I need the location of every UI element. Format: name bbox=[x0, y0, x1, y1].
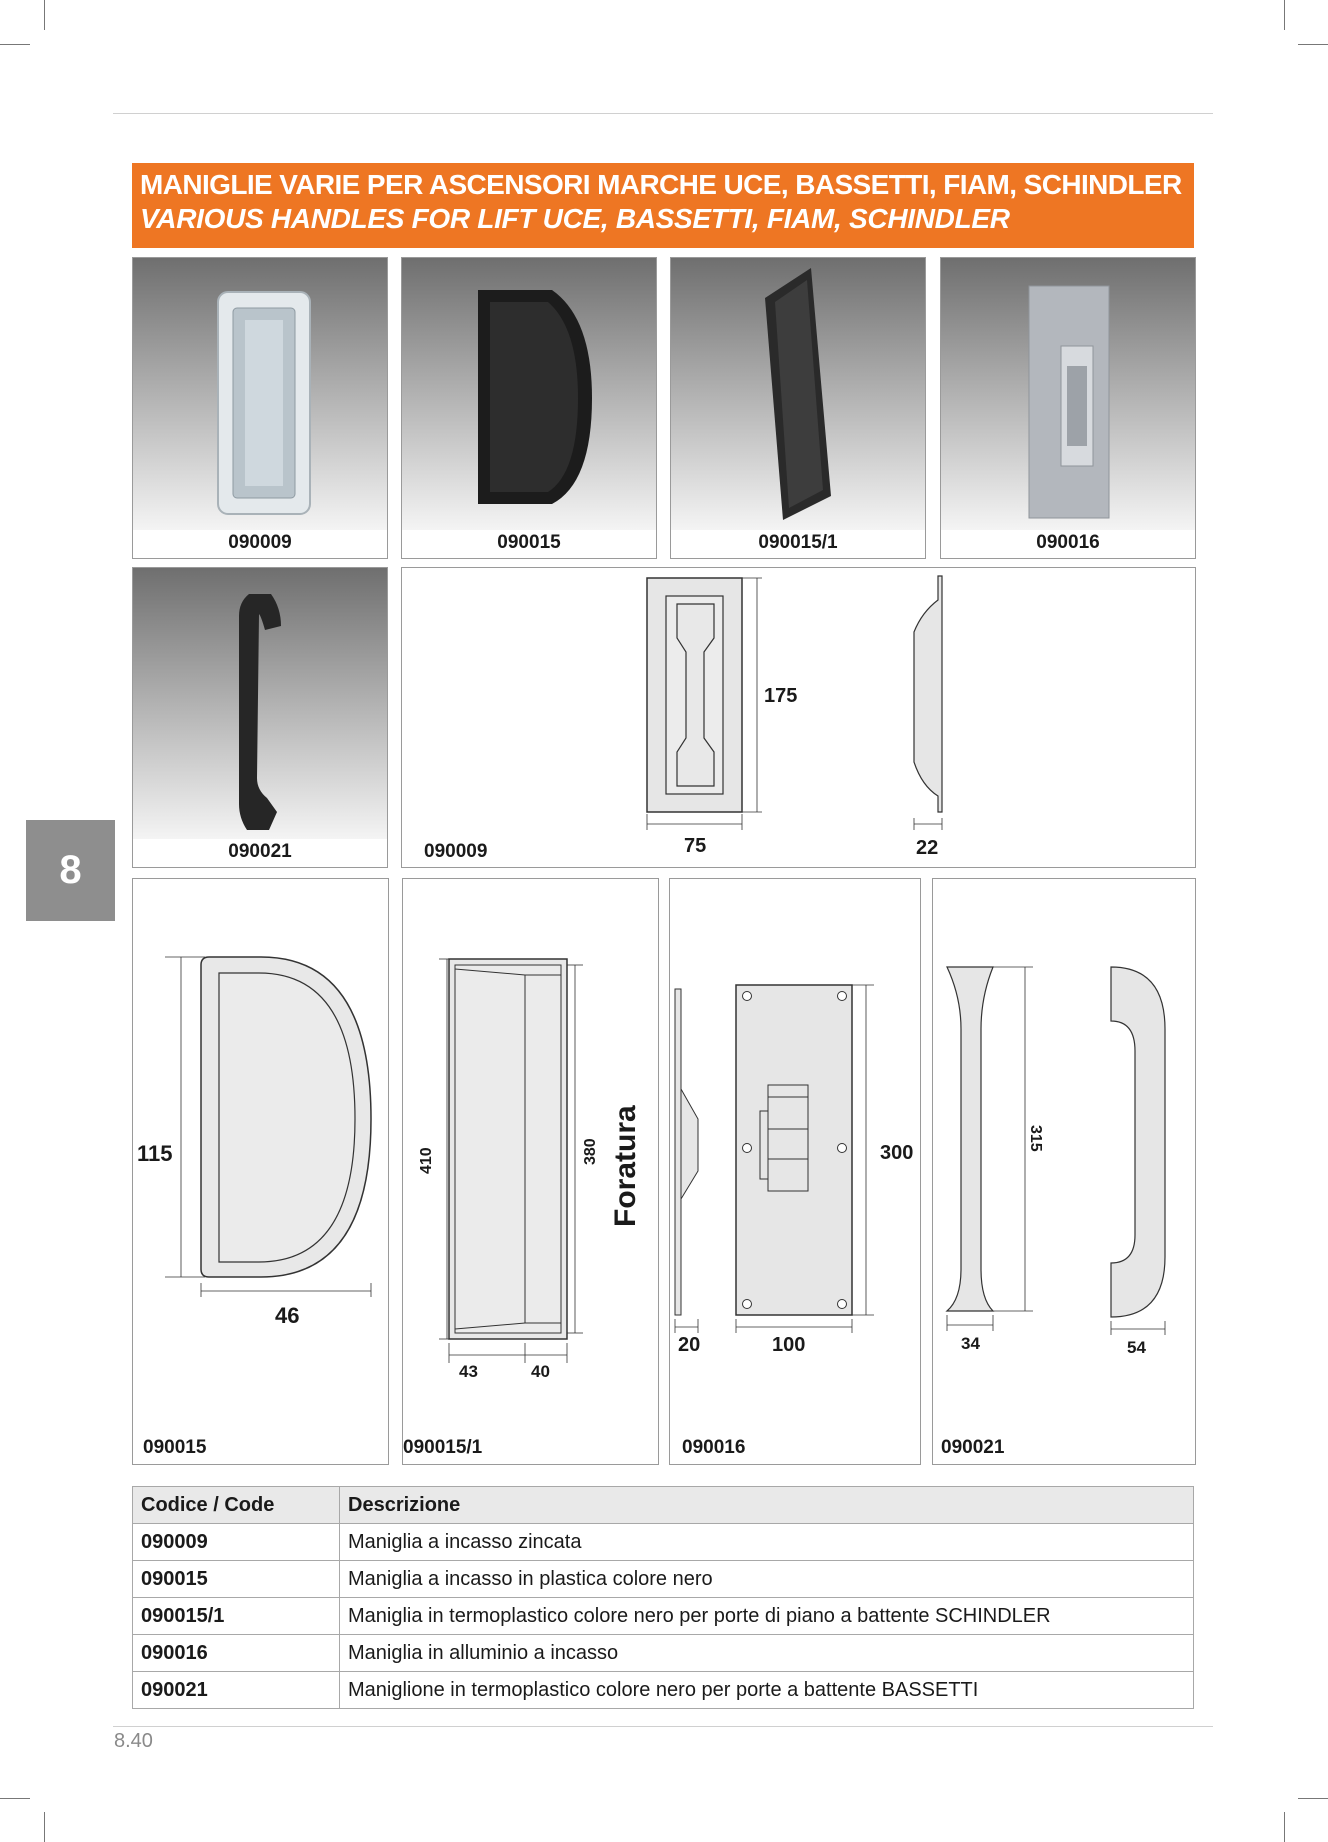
crop-mark bbox=[1298, 44, 1328, 45]
handle-photo-090021 bbox=[133, 568, 388, 839]
row-description: Maniglia a incasso in plastica colore nero bbox=[340, 1561, 1194, 1598]
drawing-panel-090015 bbox=[132, 878, 389, 1465]
footer-rule bbox=[113, 1726, 1213, 1727]
dim-depth: 22 bbox=[916, 837, 939, 859]
technical-drawing-090021 bbox=[933, 879, 1196, 1465]
technical-drawing-0900151 bbox=[403, 879, 659, 1465]
column-header-description: Descrizione bbox=[340, 1487, 1194, 1524]
dim-height: 115 bbox=[137, 1141, 173, 1166]
row-code: 090015 bbox=[133, 1561, 340, 1598]
photo-code: 090015 bbox=[497, 532, 561, 553]
photo-code: 090021 bbox=[228, 841, 292, 862]
photo-code: 090015/1 bbox=[758, 532, 838, 553]
dim-width: 75 bbox=[684, 835, 707, 857]
dim-width: 100 bbox=[772, 1334, 806, 1356]
section-tab: 8 bbox=[26, 820, 115, 921]
table-row bbox=[133, 1598, 1194, 1635]
foratura-label: Foratura bbox=[609, 1105, 642, 1227]
drawing-code: 090021 bbox=[941, 1437, 1005, 1458]
drawing-panel-090021 bbox=[932, 878, 1196, 1465]
crop-mark bbox=[44, 0, 45, 30]
handle-photo-0900151 bbox=[671, 258, 926, 530]
column-header-code: Codice / Code bbox=[133, 1487, 340, 1524]
photo-panel-0900151 bbox=[670, 257, 926, 559]
handle-photo-090015 bbox=[402, 258, 657, 530]
product-table bbox=[132, 1486, 1194, 1709]
photo-code: 090009 bbox=[228, 532, 292, 553]
drawing-code: 090009 bbox=[424, 841, 488, 862]
photo-panel-090009 bbox=[132, 257, 388, 559]
row-description: Maniglione in termoplastico colore nero per porte a battente BASSETTI bbox=[340, 1672, 1194, 1709]
dim-w1: 34 bbox=[961, 1334, 980, 1353]
row-description: Maniglia in termoplastico colore nero per porte di piano a battente SCHINDLER bbox=[340, 1598, 1194, 1635]
row-description: Maniglia in alluminio a incasso bbox=[340, 1635, 1194, 1672]
crop-mark bbox=[1284, 0, 1285, 30]
crop-mark bbox=[1284, 1812, 1285, 1842]
drawing-panel-0900151 bbox=[402, 878, 659, 1465]
photo-panel-090016 bbox=[940, 257, 1196, 559]
photo-panel-090021 bbox=[132, 567, 388, 868]
drawing-panel-090009 bbox=[401, 567, 1196, 868]
dim-height: 315 bbox=[1027, 1125, 1044, 1152]
drawing-panel-090016 bbox=[669, 878, 921, 1465]
crop-mark bbox=[0, 1798, 30, 1799]
dim-height: 300 bbox=[880, 1142, 914, 1164]
table-row bbox=[133, 1561, 1194, 1598]
table-row bbox=[133, 1524, 1194, 1561]
drawing-code: 090016 bbox=[682, 1437, 746, 1458]
technical-drawing-090009 bbox=[402, 568, 1196, 868]
dim-w2: 54 bbox=[1127, 1338, 1146, 1357]
handle-photo-090016 bbox=[941, 258, 1196, 530]
photo-code: 090016 bbox=[1036, 532, 1100, 553]
dim-height: 175 bbox=[764, 685, 798, 707]
row-code: 090009 bbox=[133, 1524, 340, 1561]
technical-drawing-090016 bbox=[670, 879, 921, 1465]
drawing-code: 090015/1 bbox=[403, 1437, 483, 1458]
row-code: 090015/1 bbox=[133, 1598, 340, 1635]
crop-mark bbox=[44, 1812, 45, 1842]
header-rule bbox=[113, 113, 1213, 114]
dim-w2: 40 bbox=[531, 1362, 550, 1381]
photo-panel-090015 bbox=[401, 257, 657, 559]
table-row bbox=[133, 1635, 1194, 1672]
row-code: 090021 bbox=[133, 1672, 340, 1709]
table-row bbox=[133, 1672, 1194, 1709]
row-code: 090016 bbox=[133, 1635, 340, 1672]
drawing-code: 090015 bbox=[143, 1437, 207, 1458]
row-description: Maniglia a incasso zincata bbox=[340, 1524, 1194, 1561]
handle-photo-090009 bbox=[133, 258, 388, 530]
technical-drawing-090015 bbox=[133, 879, 389, 1465]
dim-outer: 410 bbox=[418, 1147, 435, 1174]
dim-inner: 380 bbox=[582, 1138, 599, 1165]
page-number: 8.40 bbox=[114, 1730, 153, 1752]
title-banner bbox=[132, 163, 1194, 248]
title-english: VARIOUS HANDLES FOR LIFT UCE, BASSETTI, FIAM, SCHINDLER bbox=[140, 203, 1010, 234]
dim-width: 46 bbox=[275, 1303, 300, 1328]
title-italian: MANIGLIE VARIE PER ASCENSORI MARCHE UCE, BASSETTI, FIAM, SCHINDLER bbox=[140, 169, 1182, 200]
dim-depth: 20 bbox=[678, 1334, 701, 1356]
dim-w1: 43 bbox=[459, 1362, 478, 1381]
crop-mark bbox=[1298, 1798, 1328, 1799]
crop-mark bbox=[0, 44, 30, 45]
table-header-row bbox=[133, 1487, 1194, 1524]
